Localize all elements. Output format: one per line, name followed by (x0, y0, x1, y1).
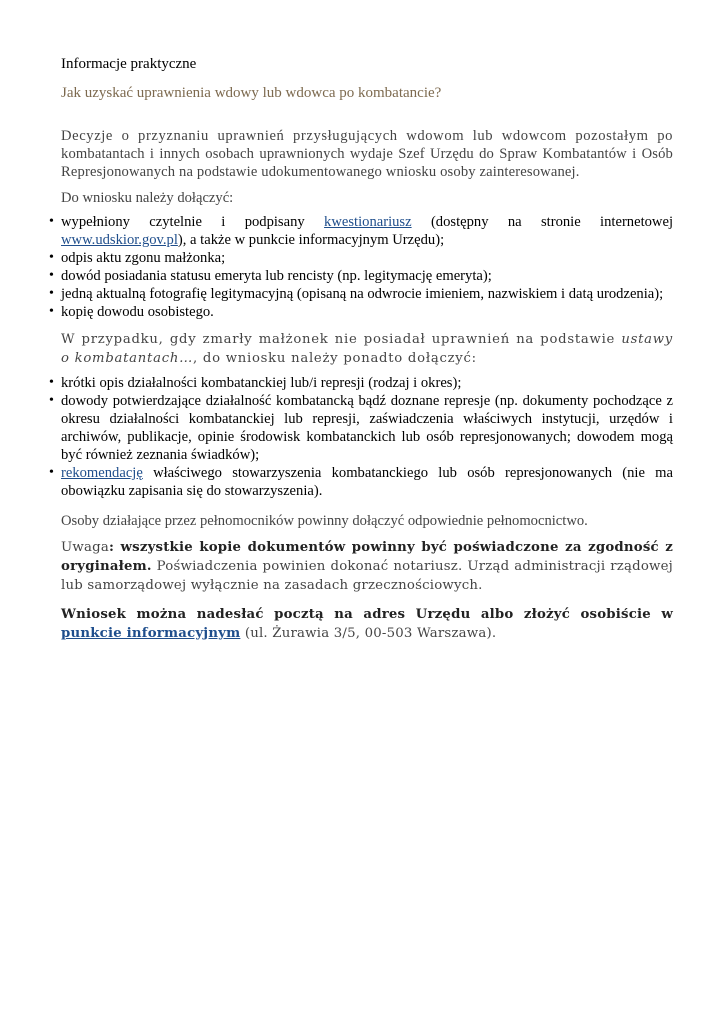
list-item-text: krótki opis działalności kombatanckiej lub/i represji (rodzaj i okres); (61, 375, 462, 391)
list-item-text: wypełniony czytelnie i podpisany (61, 214, 325, 230)
recommendation-link[interactable]: rekomendację (61, 465, 143, 481)
list-item-text: (dostępny na stronie internetowej (411, 214, 673, 230)
list-item-text: dowód posiadania statusu emeryta lub rencisty (np. legitymację emeryta); (61, 268, 492, 284)
list-item (49, 213, 673, 249)
page-title: Informacje praktyczne (61, 56, 197, 72)
list-item-text: właściwego stowarzyszenia kombatanckiego lub osób represjonowanych (nie ma obowiązku zapisania się do stowarzyszenia). (61, 465, 673, 499)
additional-case-text: , do wniosku należy ponadto dołączyć: (193, 351, 477, 366)
list-item (49, 267, 673, 285)
list-item-text: odpis aktu zgonu małżonka; (61, 250, 226, 266)
list-item (49, 392, 673, 464)
notice-paragraph (61, 538, 673, 595)
bullet-icon: • (49, 465, 54, 480)
notice-label: Uwaga (61, 540, 109, 555)
bullet-icon: • (49, 286, 54, 301)
list-item-text: dowody potwierdzające działalność kombatancką bądź doznane represje (np. dokumenty pochodzące z okresu działalności kombatanckiej lub represji, zaświadczenia właściwych instytucji, urzędów i archiwów, publikacje, opinie środowisk kombatanckich lub osób represjonowanych; dowodem mogą być również zeznania świadków); (61, 393, 673, 463)
list-item (49, 374, 673, 392)
required-documents-list (49, 213, 673, 321)
law-title-italic: ustawy o kombatantach… (61, 332, 673, 366)
notice-text: Poświadczenia powinien dokonać notariusz. Urząd administracji rządowej lub samorządowej wyłącznie na zasadach grzecznościowych. (61, 559, 673, 593)
list-item-text: kopię dowodu osobistego. (61, 304, 214, 320)
bullet-icon: • (49, 250, 54, 265)
submission-paragraph (61, 605, 673, 643)
questionnaire-link[interactable]: kwestionariusz (324, 214, 412, 230)
document-page (49, 55, 673, 643)
bullet-icon: • (49, 304, 54, 319)
additional-documents-list (49, 374, 673, 500)
list-item (49, 464, 673, 500)
info-point-link[interactable] (61, 626, 240, 641)
submission-address: (ul. Żurawia 3/5, 00-503 Warszawa). (240, 626, 497, 641)
section-question-heading: Jak uzyskać uprawnienia wdowy lub wdowca po kombatancie? (61, 85, 442, 101)
list-item-text: jedną aktualną fotografię legitymacyjną (opisaną na odwrocie imieniem, nazwiskiem i datą urodzenia); (61, 286, 664, 302)
decision-paragraph-line1: Decyzje o przyznaniu uprawnień przysługujących wdowom lub wdowcom pozostałym po (61, 128, 673, 144)
list-item (49, 285, 673, 303)
info-point-link-label: punkcie informacyjnym (61, 626, 241, 641)
additional-case-paragraph (61, 330, 673, 368)
notice-bold-text: : wszystkie kopie dokumentów powinny być poświadczone za zgodność z oryginałem. (61, 540, 673, 574)
list-item-text: ), a także w punkcie informacyjnym Urzędu); (177, 232, 445, 248)
attachments-intro: Do wniosku należy dołączyć: (61, 190, 234, 206)
decision-paragraph-rest: kombatantach i innych osobach uprawnionych wydaje Szef Urzędu do Spraw Kombatantów i Osób Represjonowanych na podstawie udokumentowanego wniosku osoby zainteresowanej. (61, 146, 673, 180)
bullet-icon: • (49, 375, 54, 390)
bullet-icon: • (49, 214, 54, 229)
submission-bold-text: Wniosek można nadesłać pocztą na adres Urzędu albo złożyć osobiście w (61, 607, 673, 622)
list-item (49, 249, 673, 267)
list-item (49, 303, 673, 321)
decision-paragraph (61, 127, 673, 181)
additional-case-text: W przypadku, gdy zmarły małżonek nie posiadał uprawnień na podstawie (61, 332, 622, 347)
bullet-icon: • (49, 393, 54, 408)
bullet-icon: • (49, 268, 54, 283)
website-link[interactable]: www.udskior.gov.pl (61, 232, 178, 248)
proxy-paragraph: Osoby działające przez pełnomocników powinny dołączyć odpowiednie pełnomocnictwo. (61, 513, 588, 529)
